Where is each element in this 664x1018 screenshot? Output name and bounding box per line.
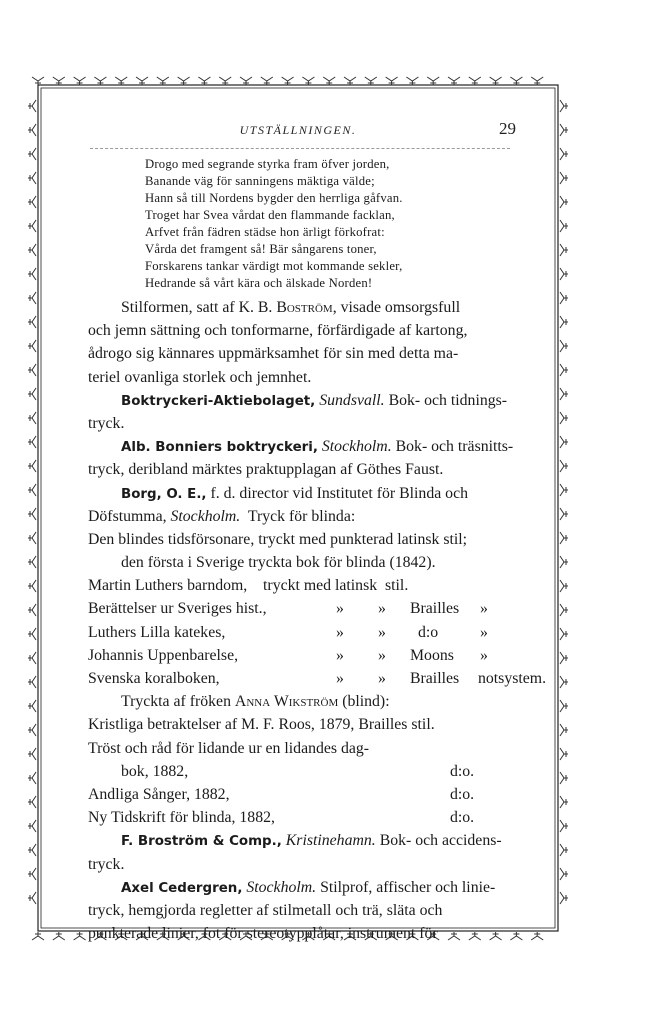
book-row (88, 783, 518, 806)
entry-boktryckeri (88, 389, 518, 412)
entry-text: tryck, deribland märktes praktupplagan af Göthes Faust. (88, 461, 444, 479)
stilform-line (88, 296, 518, 319)
book-method: Brailles (410, 670, 460, 687)
entry-text: Bok- och träsnitts- (395, 438, 514, 456)
entry-text: Tröst och råd för lidande ur en lidandes dag- (88, 739, 370, 757)
book-method: Brailles (410, 600, 460, 618)
person-name: Anna Wikström (234, 693, 339, 711)
ditto-mark: » (480, 646, 488, 664)
entry-text (88, 505, 518, 528)
entry-text: Döfstumma, (88, 507, 171, 525)
page-content (28, 76, 568, 942)
entry-brostrom (88, 829, 518, 852)
entry-text: f. d. director vid Institutet för Blinda och (210, 484, 468, 502)
page-border-frame (28, 76, 568, 942)
book-method-note: notsystem. (478, 670, 547, 687)
ditto-mark: » (336, 600, 344, 618)
book-row (88, 806, 518, 829)
ditto-mark: » (480, 623, 488, 641)
exhibitor-place: Sundsvall. (319, 391, 385, 409)
entry-text: Tryckta af fröken (121, 693, 235, 711)
poem-line: Hann så till Nordens bygder den herrliga gåfvan. (145, 191, 403, 205)
poem-line: Banande väg för sanningens mäktiga välde; (145, 174, 375, 188)
book-title: Svenska koralboken, (88, 670, 220, 687)
stilform-line: teriel ovanliga storlek och jemnhet. (88, 368, 312, 386)
poem-line: Troget har Svea vårdat den flammande facklan, (145, 208, 395, 222)
running-head: UTSTÄLLNINGEN. (239, 123, 357, 137)
ditto-mark: » (336, 670, 344, 687)
ditto-mark: » (480, 600, 488, 618)
ditto-mark: » (336, 646, 344, 664)
exhibitor-place: Stockholm. (321, 438, 392, 456)
person-name: Boström (276, 299, 333, 316)
wikstrom-intro (88, 690, 518, 713)
entry-text: Martin Luthers barndom, tryckt med latinsk stil. (88, 577, 409, 595)
entry-text: tryck. (88, 855, 125, 873)
entry-text: Andliga Sånger, 1882, (88, 785, 230, 803)
exhibitor-name: F. Broström & Comp., (121, 834, 282, 850)
book-row (88, 621, 518, 644)
ditto-text: d:o. (450, 809, 475, 827)
exhibitor-place: Kristinehamn. (285, 832, 376, 850)
book-method: Moons (410, 646, 454, 664)
entry-text: punkterade linier, fot för stereotypplåtar, instrument för (88, 925, 438, 943)
exhibitor-name: Borg, O. E., (121, 486, 207, 502)
body-text (88, 296, 547, 945)
entry-text: tryck. (88, 414, 125, 432)
book-row (88, 644, 518, 667)
entry-text: Bok- och accidens- (379, 832, 502, 850)
entry-cedergren (88, 876, 518, 899)
entry-text: Bok- och tidnings- (388, 391, 508, 409)
entry-text: den första i Sverige tryckta bok för blinda (1842). (121, 554, 436, 572)
entry-text: bok, 1882, (121, 762, 189, 780)
entry-text: Den blindes tidsförsonare, tryckt med punkterad latinsk stil; (88, 530, 468, 548)
stilform-text: Stilformen, satt af K. B. (121, 299, 277, 316)
entry-bonniers (88, 435, 518, 458)
stilform-text: , visade omsorgsfull (332, 299, 461, 316)
poem-line: Vårda det framgent så! Bär sångarens toner, (145, 242, 377, 256)
ditto-mark: » (378, 646, 386, 664)
book-title: Johannis Uppenbarelse, (88, 646, 239, 664)
poem-line: Drogo med segrande styrka fram öfver jorden, (145, 157, 390, 171)
ditto-text: d:o. (450, 762, 475, 780)
poem-block (145, 156, 505, 292)
book-row (88, 597, 518, 620)
ditto-mark: » (378, 623, 386, 641)
exhibitor-place: Stockholm. (170, 507, 241, 525)
header-rule (90, 148, 510, 149)
entry-text: Ny Tidskrift för blinda, 1882, (88, 809, 275, 827)
book-row (88, 760, 518, 783)
stilform-line: ådrogo sig kännares uppmärksamhet för sin med detta ma- (88, 345, 459, 363)
exhibitor-name: Axel Cedergren, (121, 880, 243, 896)
book-title: Berättelser ur Sveriges hist., (88, 600, 267, 618)
poem-line: Hedrande så vårt kära och älskade Norden! (145, 276, 373, 290)
ditto-text: d:o. (450, 785, 475, 803)
stilform-line: och jemn sättning och tonformarne, förfärdigade af kartong, (88, 322, 468, 340)
page-number: 29 (499, 119, 516, 138)
book-row (88, 667, 547, 690)
book-method: d:o (418, 623, 439, 641)
entry-text: (blind): (338, 693, 390, 711)
entry-text: Stilprof, affischer och linie- (320, 878, 496, 896)
entry-text: tryck, hemgjorda regletter af stilmetall och trä, släta och (88, 901, 443, 919)
ditto-mark: » (378, 670, 386, 687)
book-title: Luthers Lilla katekes, (88, 623, 226, 641)
entry-text: Kristliga betraktelser af M. F. Roos, 1879, Brailles stil. (88, 716, 435, 734)
entry-borg (88, 482, 518, 505)
poem-line: Arfvet från fädren städse hon ärligt förkofrat: (145, 225, 385, 239)
exhibitor-name: Boktryckeri-Aktiebolaget, (121, 393, 316, 409)
exhibitor-name: Alb. Bonniers boktryckeri, (121, 440, 318, 456)
entry-text: Tryck för blinda: (240, 507, 356, 525)
exhibitor-place: Stockholm. (246, 878, 317, 896)
ditto-mark: » (336, 623, 344, 641)
poem-line: Forskarens tankar värdigt mot kommande sekler, (145, 259, 403, 273)
ditto-mark: » (378, 600, 386, 618)
